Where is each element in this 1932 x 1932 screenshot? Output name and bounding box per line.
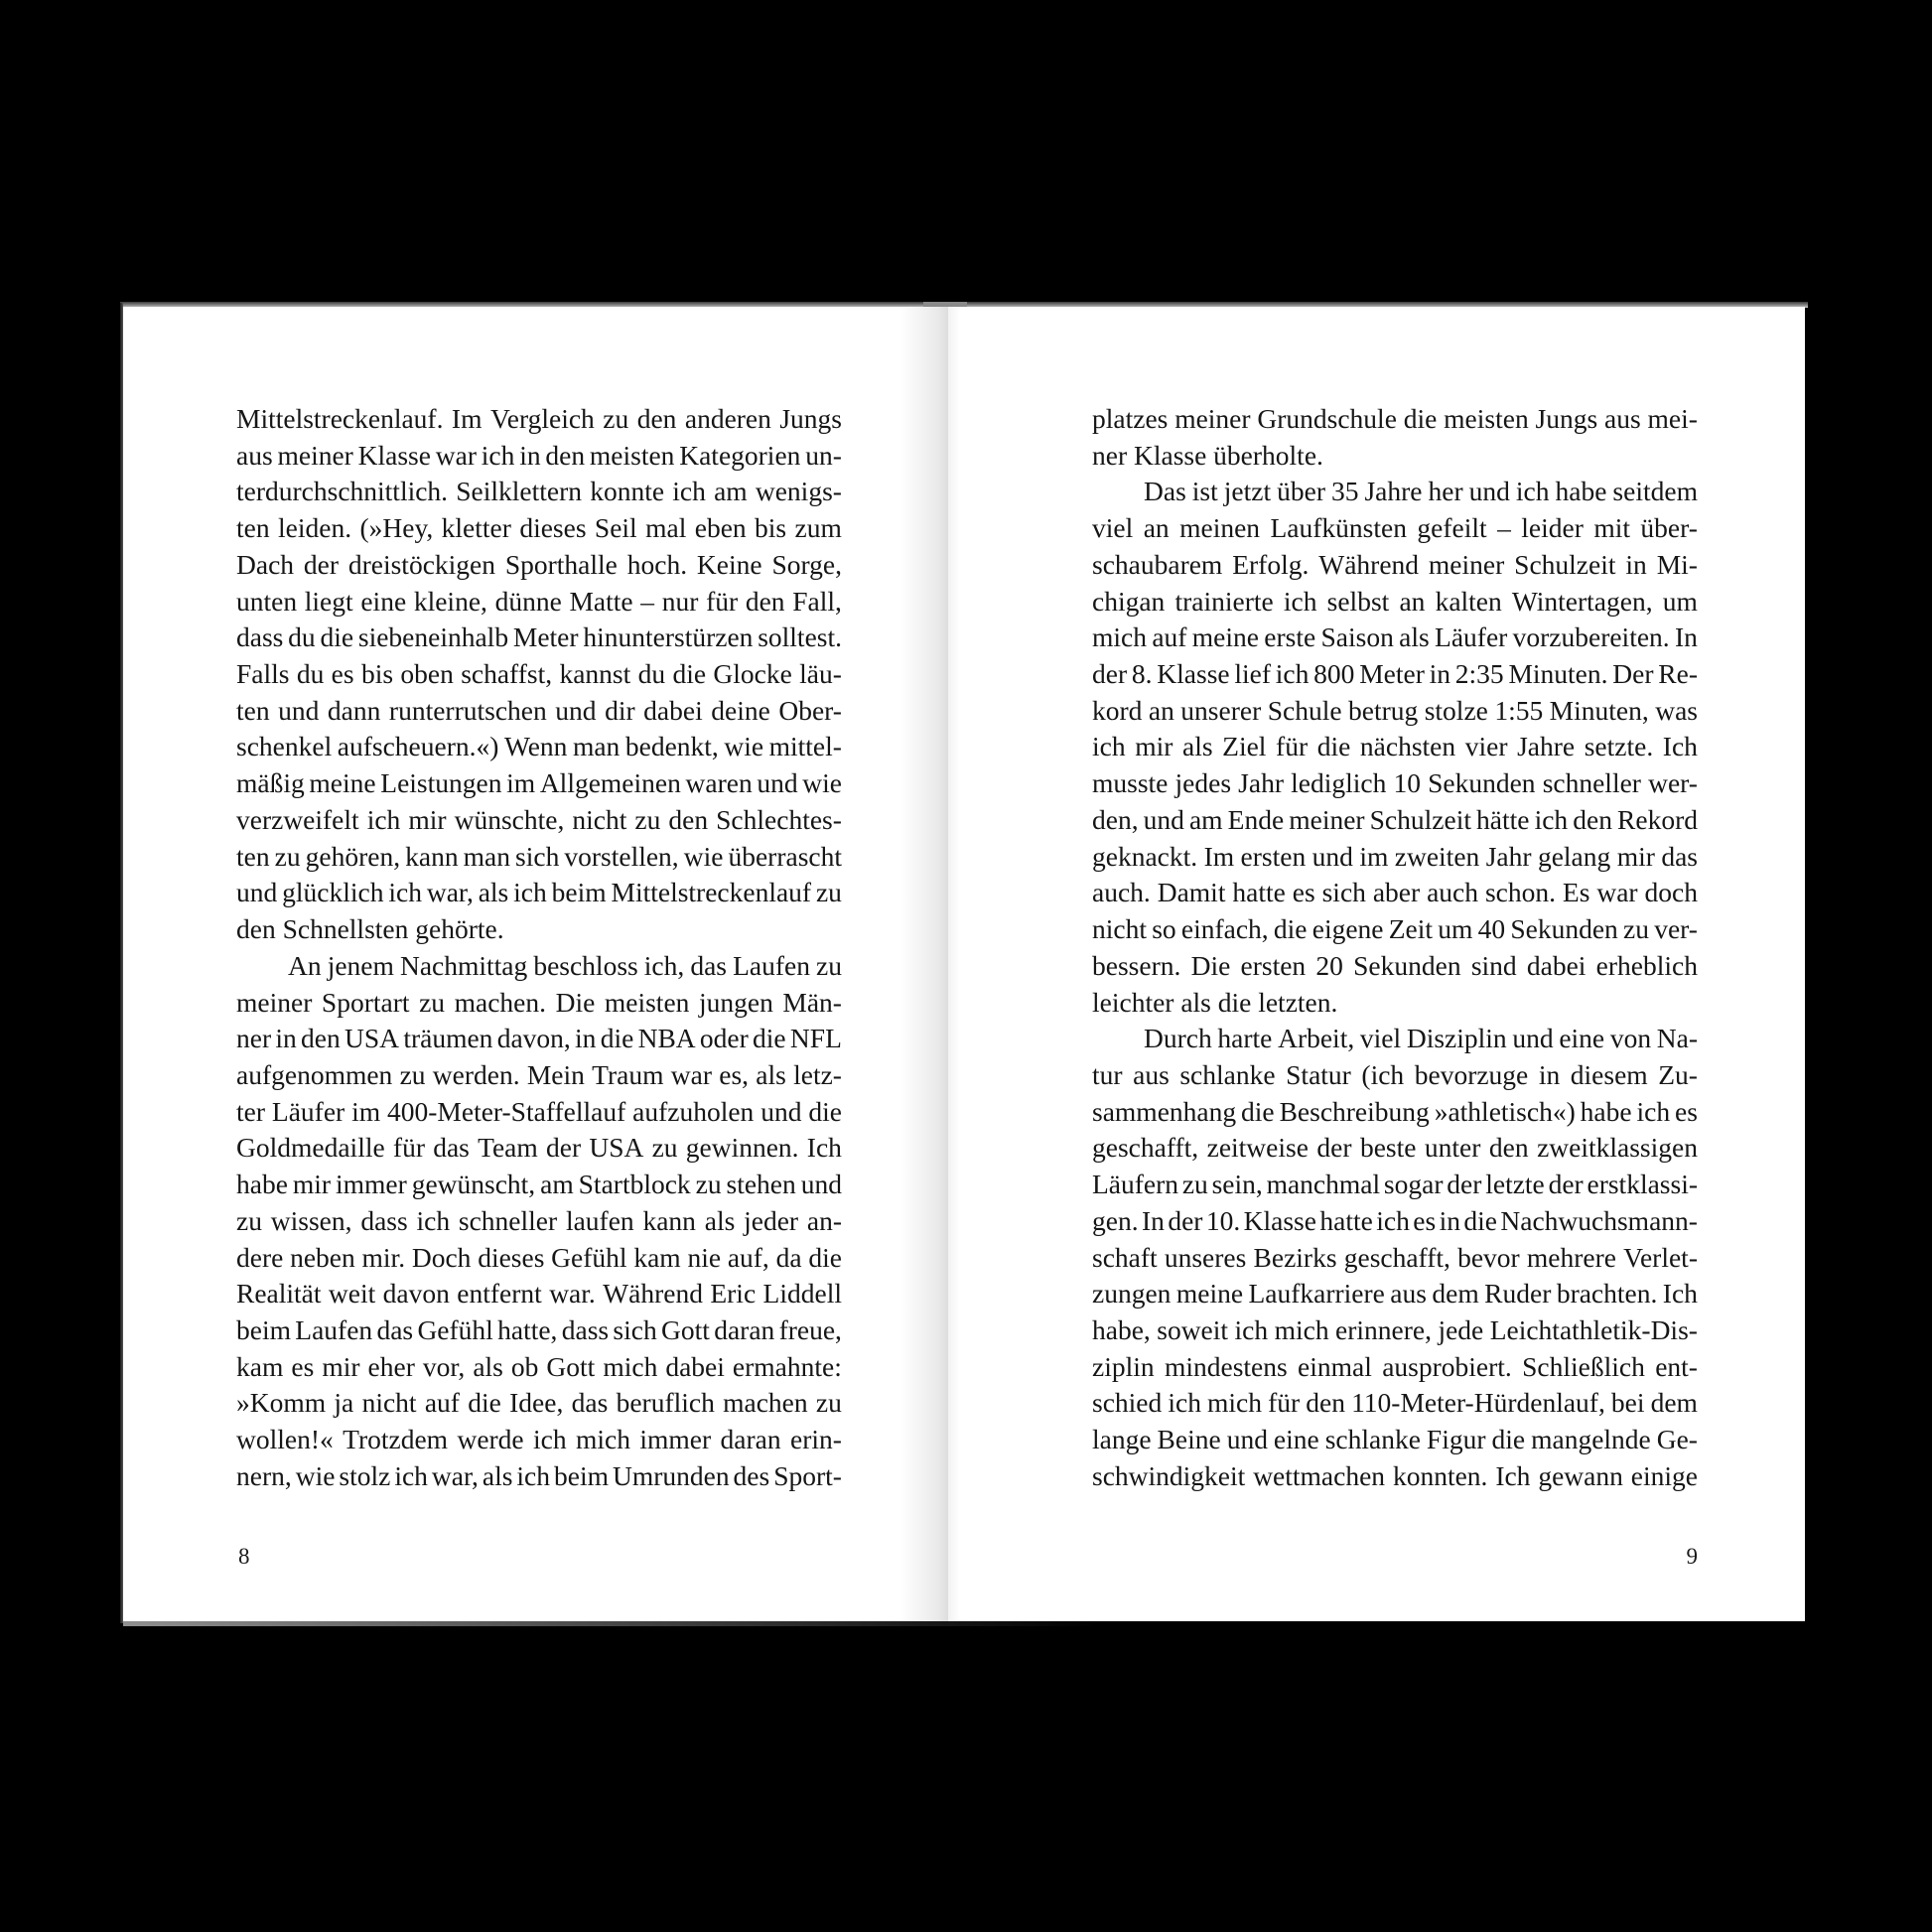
text-line: platzes meiner Grundschule die meisten Jungs aus mei- [1092,403,1698,434]
text-line: habe mir immer gewünscht, am Startblock zu stehen und [236,1169,842,1200]
text-line: habe, soweit ich mich erinnere, jede Leichtathletik-Dis- [1092,1313,1698,1345]
text-line: ich mir als Ziel für die nächsten vier Jahre setzte. Ich [1092,731,1698,762]
text-line: den Schnellsten gehörte. [236,913,504,945]
text-line: schenkel aufscheuern.«) Wenn man bedenkt, wie mittel- [236,731,842,762]
text-line: Realität weit davon entfernt war. Während Eric Liddell [236,1278,842,1310]
text-line: Falls du es bis oben schaffst, kannst du die Glocke läu- [236,658,842,690]
text-line: leichter als die letzten. [1092,986,1338,1018]
text-line: nicht so einfach, die eigene Zeit um 40 Sekunden zu ver- [1092,913,1698,945]
text-line: den, und am Ende meiner Schulzeit hätte ich den Rekord [1092,803,1698,835]
text-line: viel an meinen Laufkünsten gefeilt – leider mit über- [1092,512,1698,544]
right-page [948,307,1805,1621]
left-page-text [236,401,842,1495]
text-line: dass du die siebeneinhalb Meter hinunterstürzen solltest. [236,621,842,653]
right-page-number: 9 [1686,1544,1698,1569]
text-line: tur aus schlanke Statur (ich bevorzuge in diesem Zu- [1092,1058,1698,1090]
text-line: »Komm ja nicht auf die Idee, das beruflich machen zu [236,1387,842,1419]
text-line: aufgenommen zu werden. Mein Traum war es, als letz- [236,1058,842,1090]
text-line: ten leiden. (»Hey, kletter dieses Seil mal eben bis zum [236,512,842,544]
text-line: sammenhang die Beschreibung »athletisch«) habe ich es [1092,1095,1698,1127]
text-line: musste jedes Jahr lediglich 10 Sekunden schneller wer- [1092,767,1698,799]
inner-margin-shadow [948,307,960,1621]
text-line: kam es mir eher vor, als ob Gott mich dabei ermahnte: [236,1350,842,1382]
text-line: chigan trainierte ich selbst an kalten Wintertagen, um [1092,585,1698,617]
right-page-text [1092,401,1698,1495]
left-page [123,307,948,1621]
text-line: bessern. Die ersten 20 Sekunden sind dabei erheblich [1092,949,1698,981]
text-line: mich auf meine erste Saison als Läufer vorzubereiten. In [1092,621,1698,653]
text-line: meiner Sportart zu machen. Die meisten jungen Män- [236,986,842,1018]
text-line: verzweifelt ich mir wünschte, nicht zu den Schlechtes- [236,803,842,835]
text-line: ner in den USA träumen davon, in die NBA oder die NFL [236,1023,842,1054]
text-line: ten und dann runterrutschen und dir dabei deine Ober- [236,694,842,726]
text-line: gen. In der 10. Klasse hatte ich es in die Nachwuchsmann- [1092,1204,1698,1236]
text-line: An jenem Nachmittag beschloss ich, das Laufen zu [288,949,842,981]
text-line: zu wissen, dass ich schneller laufen kann als jeder an- [236,1204,842,1236]
text-line: unten liegt eine kleine, dünne Matte – nur für den Fall, [236,585,842,617]
text-line: mäßig meine Leistungen im Allgemeinen waren und wie [236,767,842,799]
text-line: geschafft, zeitweise der beste unter den zweitklassigen [1092,1132,1698,1164]
text-line: schaft unseres Bezirks geschafft, bevor mehrere Verlet- [1092,1241,1698,1273]
text-line: ner Klasse überholte. [1092,439,1323,471]
text-line: schied ich mich für den 110-Meter-Hürdenlauf, bei dem [1092,1387,1698,1419]
text-line: Mittelstreckenlauf. Im Vergleich zu den anderen Jungs [236,403,842,434]
text-line: geknackt. Im ersten und im zweiten Jahr gelang mir das [1092,840,1698,872]
text-line: lange Beine und eine schlanke Figur die mangelnde Ge- [1092,1424,1698,1455]
text-line: Dach der dreistöckigen Sporthalle hoch. Keine Sorge, [236,548,842,580]
text-line: der 8. Klasse lief ich 800 Meter in 2:35 Minuten. Der Re- [1092,658,1698,690]
text-line: ter Läufer im 400-Meter-Staffellauf aufzuholen und die [236,1095,842,1127]
text-line: Das ist jetzt über 35 Jahre her und ich habe seitdem [1144,476,1698,507]
text-line: beim Laufen das Gefühl hatte, dass sich Gott daran freue, [236,1313,842,1345]
page-bottom-edge [123,1621,1099,1626]
text-line: nern, wie stolz ich war, als ich beim Umrunden des Sport- [236,1459,842,1491]
text-line: zungen meine Laufkarriere aus dem Ruder brachten. Ich [1092,1278,1698,1310]
text-line: auch. Damit hatte es sich aber auch schon. Es war doch [1092,877,1698,908]
text-line: kord an unserer Schule betrug stolze 1:55 Minuten, was [1092,694,1698,726]
text-line: Durch harte Arbeit, viel Disziplin und eine von Na- [1144,1023,1698,1054]
text-line: terdurchschnittlich. Seilklettern konnte ich am wenigs- [236,476,842,507]
text-line: aus meiner Klasse war ich in den meisten Kategorien un- [236,439,842,471]
text-line: wollen!« Trotzdem werde ich mich immer daran erin- [236,1424,842,1455]
text-line: Läufern zu sein, manchmal sogar der letzte der erstklassi- [1092,1169,1698,1200]
book-spread [123,307,1805,1621]
left-page-number: 8 [238,1544,250,1569]
text-line: schaubarem Erfolg. Während meiner Schulzeit in Mi- [1092,548,1698,580]
text-line: ten zu gehören, kann man sich vorstellen, wie überrascht [236,840,842,872]
text-line: und glücklich ich war, als ich beim Mittelstreckenlauf zu [236,877,842,908]
gutter-shadow [900,307,948,1621]
text-line: dere neben mir. Doch dieses Gefühl kam nie auf, da die [236,1241,842,1273]
text-line: ziplin mindestens einmal ausprobiert. Schließlich ent- [1092,1350,1698,1382]
text-line: Goldmedaille für das Team der USA zu gewinnen. Ich [236,1132,842,1164]
text-line: schwindigkeit wettmachen konnten. Ich gewann einige [1092,1459,1698,1491]
